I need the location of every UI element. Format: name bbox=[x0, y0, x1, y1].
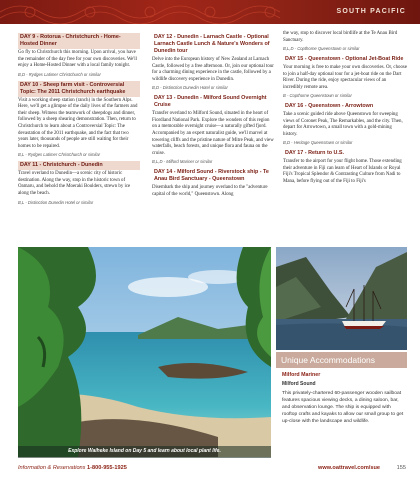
section-label: SOUTH PACIFIC bbox=[336, 8, 406, 15]
day-text: Transfer overland to Milford Sound, situated in the heart of Fiordland National Park. Explore the wonders of this region on a memorable overnight cruise—a naturally gifted fjord. Accompanied by an expert naturalist guide, we'll marvel at towering cliffs and the pristine nature of Mitre Peak, and view waterfalls, beach forests, and unique flora and fauna on the cruise. bbox=[152, 111, 274, 156]
day-text: Transfer to the airport for your flight home. Those extending their adventure in Fiji can learn of Heart of Islands or Royal Fiji's Tropical Splendor & Contrasting Culture from Nadi to Mana, before flying out of the Fiji to Fiji's bbox=[283, 159, 402, 184]
accommodation-name: Milford Mariner bbox=[282, 372, 321, 378]
itinerary-column-3 bbox=[283, 30, 407, 188]
day-heading: DAY 14 - Milford Sound - Riverstock ship - Te Anau Bird Sanctuary - Queenstown bbox=[154, 169, 269, 183]
day-text: Delve into the European history of New Zealand at Larnach Castle, followed by a free afternoon. Or, join our optional tour for a charming dining experience in the castle, followed by a wildlife discovery experience in Dunedin. bbox=[152, 57, 274, 82]
day-text: Visit a working sheep station (ranch) in the Southern Alps. Here, we'll get a glimpse of the daily lives of the farmers and their sheep. Witness the teamwork of sheepdogs and dinner, followed by a sheep shearing demonstration. Then, return to Christchurch to learn about a Controversial Topic: The devastation of the 2011 earthquake, and the fact that two years later, thousands of people are still waiting for their homes to be repaired. bbox=[18, 97, 138, 149]
day-heading: DAY 15 - Queenstown - Optional Jet-Boat Ride bbox=[285, 55, 404, 62]
meals-line: B,D - Distinction Dunedin Hotel or similar bbox=[152, 85, 228, 91]
accommodations-title: Unique Accommodations bbox=[281, 355, 376, 365]
photo-caption: Explore Waiheke Island on Day 5 and learn about local plant life. bbox=[68, 448, 221, 454]
ship-photo bbox=[276, 247, 407, 350]
day-text: Go fly to Christchurch this morning. Upon arrival, you have the remainder of the day free for your own discoveries. We'll enjoy a Home-Hosted Dinner with a local family tonight. bbox=[18, 50, 137, 69]
ship-illustration bbox=[276, 247, 407, 350]
beach-photo bbox=[18, 247, 271, 457]
accommodations-box bbox=[282, 372, 404, 426]
meals-line: B,D - Rydges Latimer Christchurch or similar bbox=[18, 71, 101, 77]
caption-bar bbox=[18, 446, 271, 458]
day-text: Take a scenic guided ride above Queenstown for sweeping views of Coronet Peak, The Remarkables, and the city. Then, depart for Arrowtown, a small town with a gold-mining history. bbox=[283, 112, 403, 137]
footer-url[interactable]: www.oattravel.com/sue bbox=[318, 465, 380, 471]
day-text: the way, stop to discover local birdlife at the Te Anau Bird Sanctuary. bbox=[283, 31, 398, 43]
meals-line: B,L,D - Copthorne Queenstown or similar bbox=[283, 46, 360, 52]
accommodations-title-bar bbox=[276, 352, 407, 368]
page-number: 155 bbox=[396, 465, 406, 471]
accommodation-location: Milford Sound bbox=[282, 381, 316, 388]
meals-line: B - Copthorne Queenstown or similar bbox=[283, 93, 352, 99]
footer-info-label: Information & Reservations bbox=[18, 465, 86, 471]
meals-line: B,L - Rydges Latimer Christchurch or similar bbox=[18, 152, 101, 158]
day-heading: DAY 10 - Sheep farm visit - Controversial Topic: The 2011 Christchurch earthquake bbox=[18, 81, 140, 97]
top-banner bbox=[0, 0, 420, 24]
itinerary-column-2 bbox=[152, 30, 274, 200]
day-heading: DAY 17 - Return to U.S. bbox=[285, 150, 345, 157]
day-text: Travel overland to Dunedin—a scenic city of historic destination. Along the way, stop in the historic town of Oamaru, and behold the Moeraki Boulders, strewn by ice along the beach. bbox=[18, 171, 131, 196]
day-heading: DAY 9 - Rotorua - Christchurch - Home-Hosted Dinner bbox=[18, 33, 140, 49]
day-text: Your morning is free to make your own discoveries. Or, choose to join a half-day optional tour for a jet-boat ride on the Dart River. During the ride, enjoy spectacular views of an incredibly remote area. bbox=[283, 64, 407, 90]
day-heading: DAY 11 - Christchurch - Dunedin bbox=[18, 161, 140, 170]
footer-phone[interactable]: 1-800-955-1925 bbox=[87, 465, 127, 471]
meals-line: B,D - Heritage Queenstown or similar bbox=[283, 140, 353, 146]
accommodation-description: This privately-chartered 60-passenger wooden sailboat features spacious viewing decks, a dining saloon, bar, and observation lounge. The ship is equipped with rooftop crafts and kayaks to allow our small group to get up-close with the landscape and wildlife. bbox=[282, 391, 404, 424]
day-text: Disembark the ship and journey overland to the "adventure capital of the world," Queenstown. Along bbox=[152, 185, 268, 197]
beach-illustration bbox=[18, 247, 271, 457]
footer-info bbox=[18, 465, 127, 471]
itinerary-column-1 bbox=[18, 30, 140, 208]
meals-line: B,L,D - Milford Mariner or similar bbox=[152, 159, 213, 165]
day-heading: DAY 16 - Queenstown - Arrowtown bbox=[285, 103, 374, 110]
day-heading: DAY 12 - Dunedin - Larnach Castle - Optional Larnach Castle Lunch & Nature's Wonders of Dunedin tour bbox=[154, 34, 270, 55]
meals-line: B,L - Distinction Dunedin Hotel or similar bbox=[18, 199, 94, 205]
day-heading: DAY 13 - Dunedin - Milford Sound Overnight Cruise bbox=[154, 95, 267, 109]
